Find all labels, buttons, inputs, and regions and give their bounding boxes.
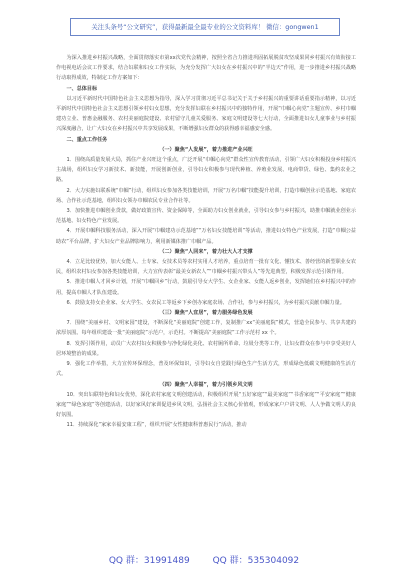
page-footer <box>0 553 408 566</box>
section-heading: 二、重点工作任务 <box>66 136 108 143</box>
paragraph: 10．突出妇联特色和妇女优势，深化农村家庭文明创建活动，积极组织开展“五好家庭”“最美家庭”“书香家庭”“平安家庭”“健康家庭”“绿色家庭”等创建活动，以好家风好家训促进乡风文明，弘扬社会主义核心价值观，形成家家户户讲文明、人人争做文明人的良好氛围。 <box>56 391 356 419</box>
paragraph: 6．鼓励支持女企业家、女大学生、女农民工等返乡下乡创办家庭农场、合作社，参与乡村振兴，为乡村振兴贡献巾帼力量。 <box>66 299 345 306</box>
section-heading: 一、总体目标 <box>66 85 98 92</box>
section-heading: （三）聚焦“人宜居”，着力服务绿色发展 <box>159 310 253 317</box>
footer-qq-group-2: QQ 群：535304092 <box>212 556 300 566</box>
section-heading: （一）聚焦“人发展”，着力推进产业兴旺 <box>159 146 253 153</box>
paragraph: 11．持续深化“家家幸福安康工程”，组织开展“女性健康科普惠民行”活动，推动 <box>66 422 247 429</box>
paragraph: 为深入推进乡村振兴战略，全面贯彻落实市第xx次党代会精神，按照全省合力推进巩固拓展脱贫攻坚成果同乡村振兴有效衔接工作电视电话会议工作要求，结合妇联和妇女工作实际，为充分发挥广大妇女在乡村振兴中的“半边天”作用，进一步推进乡村振兴战略行动取得成效，特制定工作方案如下： <box>56 55 356 82</box>
paragraph: 以习近平新时代中国特色社会主义思想为指导，深入学习贯彻习近平总书记关于关于乡村振兴的重要讲话重要指示精神，以习近平新时代中国特色社会主义思想引领乡村妇女思想，充分发挥妇联在乡村振兴中的独特作用，开展“巾帼心向党”主题宣传、乡村巾帼建功立业、普惠金融服务、农村美丽庭院建设、农村留守儿童关爱服务、家庭文明建设等七大行动，全面推进妇女儿童事业与乡村振兴深度融合，让广大妇女在乡村振兴中共享发展成果，不断增强妇女群众的获得感幸福感安全感。 <box>56 95 356 133</box>
paragraph: 5．推进巾帼人才回乡计划，开展“巾帼回乡”行动，鼓励引导女大学生、女企业家、女能人返乡创业，发挥她们在乡村振兴中的作用，提高巾帼人才队伍建设。 <box>56 279 356 296</box>
paragraph: 7．围绕“美丽乡村、文明家园”建设，不断深化“美丽庭院”创建工作，复制推广xx“美丽庭院”模式，营造全民参与、共享共建的浓厚氛围。每年组织建设一批“美丽庭院”示范户，示范村。不断提高“美丽庭院”工作示范村 xx 个。 <box>56 320 356 337</box>
paragraph: 9．强化工作举措，大力宣传环保理念，普及环保知识，引导妇女自觉践行绿色生产生活方式，形成绿色低碳文明健康的生活方式。 <box>56 361 356 378</box>
paragraph: 4．立足比较优势，加大女能人、土专家、女技术员等农村实用人才培养，重点培育一批有文化、懂技术、善经营的新型职业女农民，组织农村妇女参加各类技能培训，大力宣传表彰“最美女新农人”“巾帼乡村振兴带头人”等先进典型，积极发挥示范引领作用。 <box>56 259 356 276</box>
paragraph: 3．加快推进巾帼创业贷款，做好政策宣传、资金保障等，全面助力妇女创业就业，引导妇女参与乡村振兴，助推巾帼就业创业示范基地、妇女特色产业发展。 <box>56 208 356 225</box>
paragraph: 2．大力实施妇联系统“巾帼”行动，组织妇女参加各类技能培训，开展“万名巾帼”技能提升培训，打造巾帼创业示范基地、家庭农场、合作社示范基地，组织妇女领办巾帼农民专业合作社等。 <box>56 187 356 204</box>
section-heading: （二）聚焦“人回来”，着力壮大人才支撑 <box>159 248 253 255</box>
document-body <box>56 53 356 431</box>
paragraph: 8．发挥引领作用，动员广大农村妇女积极参与净化绿化美化、农村厕所革命、垃圾分类等工作，让妇女群众在参与中享受美好人居环境整治的成果。 <box>56 340 356 357</box>
paragraph: 1．围绕高质量发展大局，抓住产业兴旺这个重点，广泛开展“巾帼心向党”群众性宣传教育活动，引领广大妇女积极投身乡村振兴主战场，组织妇女学习新技术、新技能，开展创新创业，引导妇女积极参与现代种植、养殖业发展、电商带货、绿色、集约农业之路。 <box>56 157 356 184</box>
section-heading: （四）聚焦“人幸福”，着力引领乡风文明 <box>159 381 253 388</box>
footer-qq-group-1: QQ 群：31991489 <box>108 556 190 566</box>
promo-banner: 关注头条号“公文研究”，获得最新最全最专业的公文资料库！ 微信：gongwen1 <box>70 18 340 36</box>
paragraph: 4．开展巾帼科技服务活动，深入开展“巾帼建功示范基地”“万名妇女技能培训”等活动，推进妇女特色产业发展，打造“巾帼公益助农”平台品牌，扩大妇女产业品牌影响力，利用新媒体推广巾帼产品。 <box>56 228 356 245</box>
